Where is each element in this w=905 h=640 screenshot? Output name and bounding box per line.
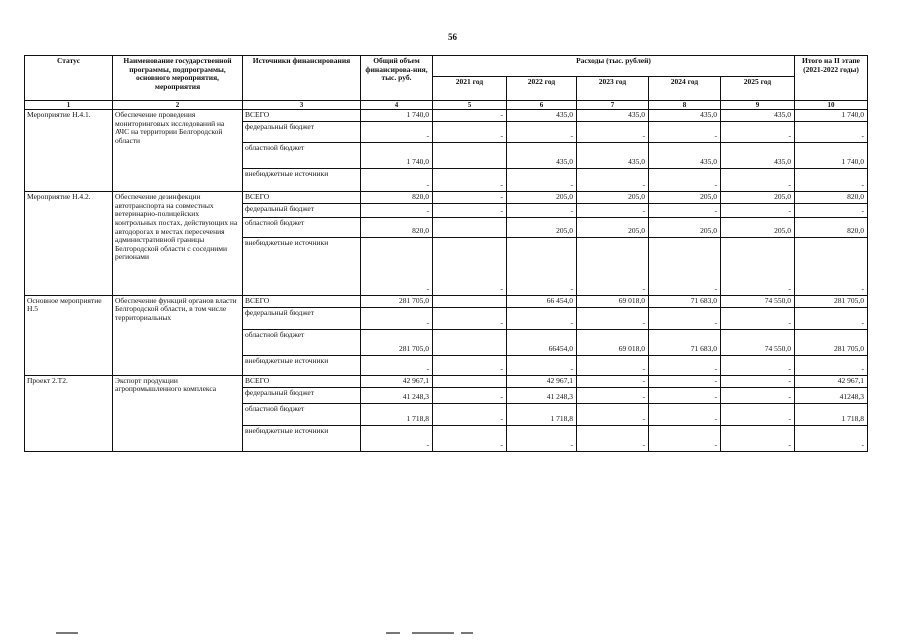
- value-cell-total: -: [361, 425, 433, 451]
- value-cell-total: 820,0: [361, 217, 433, 237]
- value-cell-stage: 820,0: [795, 192, 868, 204]
- value-cell-y2024: -: [649, 375, 721, 387]
- name-cell: Экспорт продукции агропромышленного комплекса: [113, 375, 243, 451]
- value-cell-y2022: -: [507, 307, 577, 329]
- value-cell-y2024: 435,0: [649, 110, 721, 122]
- name-cell: Обеспечение функций органов власти Белгородской области, в том числе территориальных: [113, 295, 243, 375]
- value-cell-total: 820,0: [361, 192, 433, 204]
- source-cell: федеральный бюджет: [243, 307, 361, 329]
- value-cell-y2023: -: [577, 122, 649, 143]
- value-cell-total: 1 740,0: [361, 110, 433, 122]
- value-cell-y2024: -: [649, 425, 721, 451]
- value-cell-y2022: 205,0: [507, 217, 577, 237]
- value-cell-y2023: -: [577, 237, 649, 295]
- column-number: 1: [25, 101, 113, 110]
- source-cell: ВСЕГО: [243, 375, 361, 387]
- header-stage-total: Итого на II этапе (2021-2022 годы): [795, 56, 868, 101]
- value-cell-y2021: -: [433, 355, 507, 375]
- value-cell-y2021: [433, 329, 507, 355]
- source-cell: федеральный бюджет: [243, 203, 361, 217]
- source-cell: ВСЕГО: [243, 192, 361, 204]
- table-row: [25, 110, 868, 122]
- value-cell-y2024: 71 683,0: [649, 329, 721, 355]
- value-cell-y2021: -: [433, 403, 507, 425]
- value-cell-y2023: -: [577, 387, 649, 403]
- value-cell-y2021: -: [433, 122, 507, 143]
- value-cell-y2023: -: [577, 169, 649, 192]
- value-cell-y2025: -: [721, 203, 795, 217]
- value-cell-y2021: -: [433, 192, 507, 204]
- value-cell-y2023: 435,0: [577, 110, 649, 122]
- value-cell-total: 42 967,1: [361, 375, 433, 387]
- value-cell-stage: -: [795, 203, 868, 217]
- value-cell-stage: 42 967,1: [795, 375, 868, 387]
- value-cell-y2024: 205,0: [649, 217, 721, 237]
- value-cell-y2021: [433, 143, 507, 169]
- value-cell-y2024: 205,0: [649, 192, 721, 204]
- value-cell-y2025: -: [721, 169, 795, 192]
- value-cell-y2021: -: [433, 203, 507, 217]
- value-cell-y2025: -: [721, 355, 795, 375]
- table-body: [25, 110, 868, 452]
- value-cell-y2025: -: [721, 307, 795, 329]
- value-cell-total: -: [361, 203, 433, 217]
- value-cell-y2023: -: [577, 425, 649, 451]
- value-cell-y2022: 41 248,3: [507, 387, 577, 403]
- value-cell-stage: 1 718,8: [795, 403, 868, 425]
- value-cell-y2022: -: [507, 237, 577, 295]
- value-cell-total: -: [361, 355, 433, 375]
- name-cell: Обеспечение дезинфекции автотранспорта на совместных ветеринарно-полицейских контрольных постах, действующих на автодорогах в местах пересечения административной границы Белгородской области с соседними регионами: [113, 192, 243, 296]
- table-row: [25, 375, 868, 387]
- value-cell-y2021: -: [433, 307, 507, 329]
- source-cell: федеральный бюджет: [243, 122, 361, 143]
- value-cell-y2021: -: [433, 110, 507, 122]
- value-cell-y2023: 435,0: [577, 143, 649, 169]
- value-cell-y2025: -: [721, 122, 795, 143]
- value-cell-y2022: -: [507, 355, 577, 375]
- source-cell: областной бюджет: [243, 217, 361, 237]
- value-cell-y2025: 74 550,0: [721, 295, 795, 307]
- source-cell: областной бюджет: [243, 143, 361, 169]
- value-cell-y2024: -: [649, 387, 721, 403]
- column-number: 7: [577, 101, 649, 110]
- value-cell-y2021: [433, 217, 507, 237]
- status-cell: Мероприятие Н.4.1.: [25, 110, 113, 192]
- column-number: 9: [721, 101, 795, 110]
- budget-table: [24, 55, 868, 452]
- value-cell-y2023: 205,0: [577, 217, 649, 237]
- value-cell-total: 281 705,0: [361, 329, 433, 355]
- value-cell-y2024: -: [649, 203, 721, 217]
- value-cell-stage: -: [795, 122, 868, 143]
- value-cell-y2025: -: [721, 387, 795, 403]
- page-number: 56: [448, 32, 457, 42]
- value-cell-y2024: -: [649, 307, 721, 329]
- column-number: 2: [113, 101, 243, 110]
- value-cell-y2022: 205,0: [507, 192, 577, 204]
- value-cell-total: -: [361, 237, 433, 295]
- value-cell-y2021: -: [433, 387, 507, 403]
- value-cell-stage: 281 705,0: [795, 329, 868, 355]
- value-cell-y2024: -: [649, 169, 721, 192]
- value-cell-stage: 1 740,0: [795, 110, 868, 122]
- status-cell: Мероприятие Н.4.2.: [25, 192, 113, 296]
- value-cell-stage: -: [795, 355, 868, 375]
- status-cell: Основное мероприятие Н.5: [25, 295, 113, 375]
- source-cell: внебюджетные источники: [243, 169, 361, 192]
- column-number: 8: [649, 101, 721, 110]
- table-row: [25, 295, 868, 307]
- value-cell-stage: 820,0: [795, 217, 868, 237]
- value-cell-y2022: 435,0: [507, 110, 577, 122]
- value-cell-y2024: -: [649, 403, 721, 425]
- value-cell-y2022: 42 967,1: [507, 375, 577, 387]
- value-cell-y2022: 66 454,0: [507, 295, 577, 307]
- value-cell-y2024: -: [649, 122, 721, 143]
- source-cell: ВСЕГО: [243, 295, 361, 307]
- value-cell-y2023: 69 018,0: [577, 329, 649, 355]
- value-cell-stage: 1 740,0: [795, 143, 868, 169]
- value-cell-total: 41 248,3: [361, 387, 433, 403]
- value-cell-y2025: -: [721, 425, 795, 451]
- header-year: 2023 год: [577, 77, 649, 101]
- column-number: 4: [361, 101, 433, 110]
- table-header: [25, 56, 868, 110]
- value-cell-y2023: -: [577, 307, 649, 329]
- value-cell-total: -: [361, 122, 433, 143]
- value-cell-y2023: -: [577, 203, 649, 217]
- source-cell: внебюджетные источники: [243, 425, 361, 451]
- value-cell-stage: -: [795, 307, 868, 329]
- value-cell-y2024: 435,0: [649, 143, 721, 169]
- value-cell-y2022: 66454,0: [507, 329, 577, 355]
- value-cell-y2023: -: [577, 375, 649, 387]
- name-cell: Обеспечение проведения мониторинговых исследований на АЧС на территории Белгородской области: [113, 110, 243, 192]
- value-cell-total: 1 740,0: [361, 143, 433, 169]
- value-cell-y2024: -: [649, 237, 721, 295]
- source-cell: внебюджетные источники: [243, 355, 361, 375]
- source-cell: областной бюджет: [243, 329, 361, 355]
- source-cell: внебюджетные источники: [243, 237, 361, 295]
- value-cell-y2023: -: [577, 355, 649, 375]
- value-cell-total: -: [361, 307, 433, 329]
- source-cell: федеральный бюджет: [243, 387, 361, 403]
- status-cell: Проект 2.Т2.: [25, 375, 113, 451]
- value-cell-total: 281 705,0: [361, 295, 433, 307]
- header-year: 2025 год: [721, 77, 795, 101]
- value-cell-y2024: -: [649, 355, 721, 375]
- value-cell-stage: -: [795, 169, 868, 192]
- value-cell-y2022: 435,0: [507, 143, 577, 169]
- value-cell-y2021: [433, 295, 507, 307]
- value-cell-y2024: 71 683,0: [649, 295, 721, 307]
- source-cell: ВСЕГО: [243, 110, 361, 122]
- value-cell-y2022: -: [507, 122, 577, 143]
- column-number: 10: [795, 101, 868, 110]
- value-cell-y2025: 74 550,0: [721, 329, 795, 355]
- value-cell-y2023: -: [577, 403, 649, 425]
- table-row: [25, 192, 868, 204]
- value-cell-y2025: 205,0: [721, 217, 795, 237]
- value-cell-y2021: -: [433, 169, 507, 192]
- value-cell-y2025: -: [721, 237, 795, 295]
- value-cell-y2022: 1 718,8: [507, 403, 577, 425]
- value-cell-stage: 281 705,0: [795, 295, 868, 307]
- value-cell-total: -: [361, 169, 433, 192]
- value-cell-y2023: 205,0: [577, 192, 649, 204]
- value-cell-total: 1 718,8: [361, 403, 433, 425]
- value-cell-y2025: 435,0: [721, 110, 795, 122]
- column-number: 3: [243, 101, 361, 110]
- header-sources: Источники финансирования: [243, 56, 361, 101]
- column-number-row: [25, 101, 868, 110]
- header-year: 2021 год: [433, 77, 507, 101]
- value-cell-stage: -: [795, 237, 868, 295]
- header-expenses: Расходы (тыс. рублей): [433, 56, 795, 77]
- header-year: 2022 год: [507, 77, 577, 101]
- value-cell-y2025: 435,0: [721, 143, 795, 169]
- scan-artifact-marks: [56, 632, 876, 636]
- value-cell-y2025: -: [721, 375, 795, 387]
- column-number: 5: [433, 101, 507, 110]
- value-cell-y2021: -: [433, 425, 507, 451]
- header-name: Наименование государственной программы, подпрограммы, основного мероприятия, мероприятия: [113, 56, 243, 101]
- value-cell-y2022: -: [507, 169, 577, 192]
- header-year: 2024 год: [649, 77, 721, 101]
- source-cell: областной бюджет: [243, 403, 361, 425]
- value-cell-y2025: 205,0: [721, 192, 795, 204]
- value-cell-stage: 41248,3: [795, 387, 868, 403]
- value-cell-y2022: -: [507, 203, 577, 217]
- header-status: Статус: [25, 56, 113, 101]
- value-cell-y2025: -: [721, 403, 795, 425]
- value-cell-y2021: -: [433, 237, 507, 295]
- value-cell-y2023: 69 018,0: [577, 295, 649, 307]
- value-cell-stage: -: [795, 425, 868, 451]
- column-number: 6: [507, 101, 577, 110]
- header-total: Общий объем финансирова-ния, тыс. руб.: [361, 56, 433, 101]
- value-cell-y2021: [433, 375, 507, 387]
- value-cell-y2022: -: [507, 425, 577, 451]
